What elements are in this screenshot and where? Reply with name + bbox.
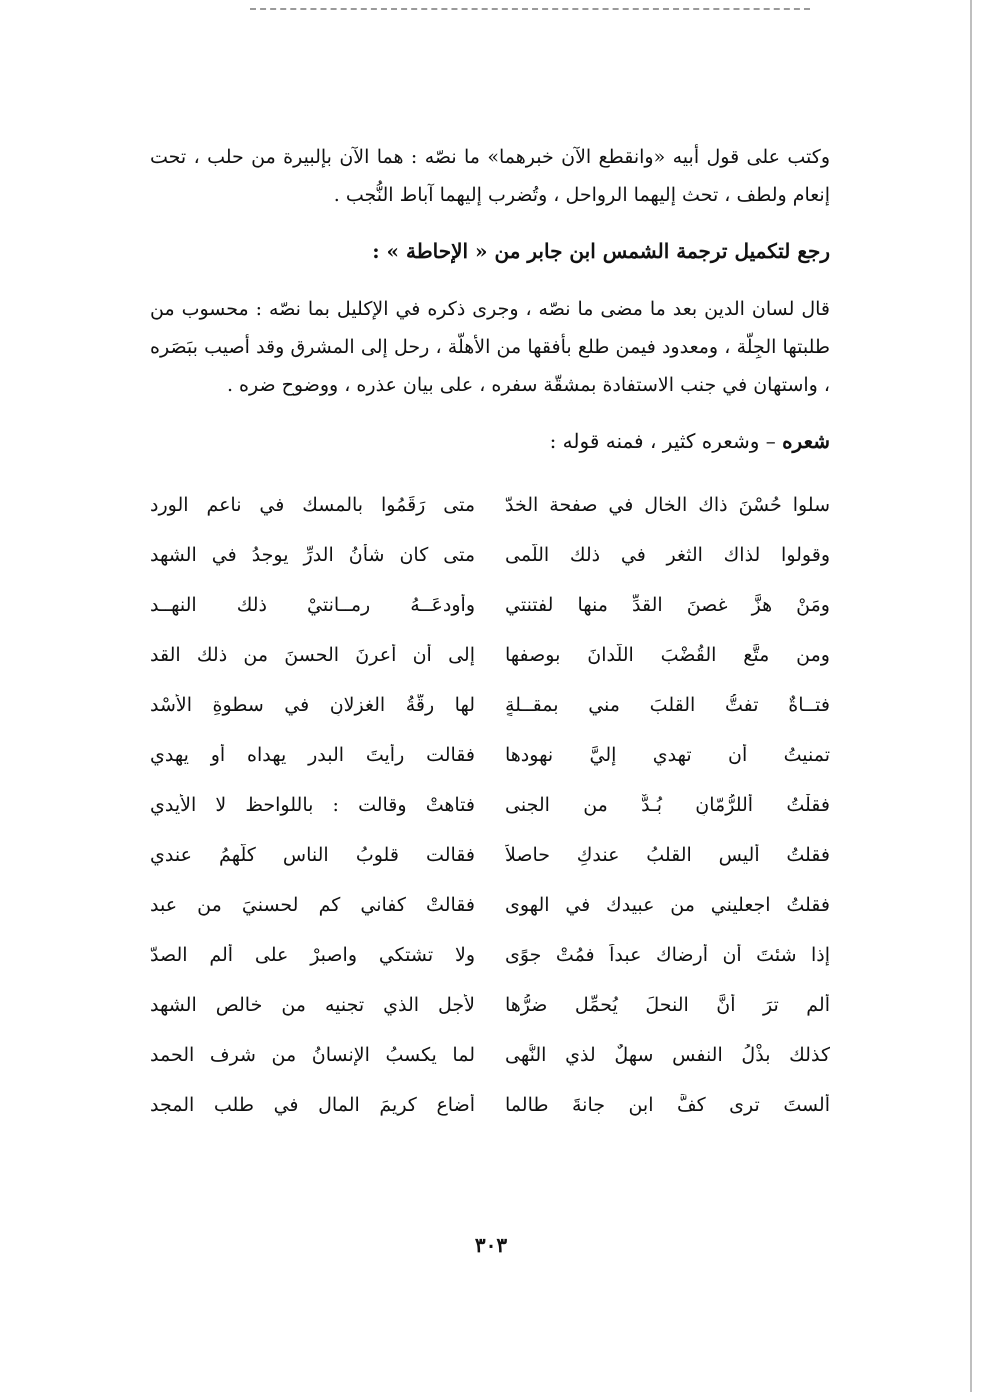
verse bbox=[150, 530, 830, 580]
verse bbox=[150, 580, 830, 630]
verse-first-hemistich: فقلتُ أليس القلبُ عندكِ حاصلاً bbox=[505, 844, 830, 866]
verse bbox=[150, 1030, 830, 1080]
verse-first-hemistich: كذلك بذْلُ النفس سهلٌ لذي النُّهى bbox=[505, 1044, 830, 1066]
verse-second-hemistich: لأجل الذي تجنيه من خالص الشهد bbox=[150, 994, 475, 1016]
note-paragraph: وكتب على قول أبيه «وانقطع الآن خبرهما» ما نصّه : هما الآن بإلبيرة من حلب ، تحت إنعام ولطف ، تحث إليهما الرواحل ، وتُضرب إليهما آباط النُّجب . bbox=[150, 146, 830, 206]
page-body bbox=[150, 138, 830, 1130]
verse-first-hemistich: تمنيتُ أن تهدي إليَّ نهودها bbox=[505, 744, 830, 766]
verse-second-hemistich: أضاع كريمَ المال في طلب المجد bbox=[150, 1094, 475, 1116]
verse-second-hemistich: فقالت قلوبُ الناسِ كلّهمُ عندي bbox=[150, 844, 475, 866]
verse-second-hemistich: فتاهتْ وقالت : باللواحظ لا الأيدي bbox=[150, 794, 475, 816]
poem bbox=[150, 480, 830, 1130]
poetry-heading bbox=[150, 422, 830, 460]
verse-first-hemistich: فتــاةٌ تفتُّ القلبَ مني بمقــلةٍ bbox=[505, 694, 830, 716]
verse-second-hemistich: ولا تشتكي واصبرْ على ألم الصدّ bbox=[150, 944, 475, 966]
verse-first-hemistich: فقلتُ اجعليني من عبيدك في الهوى bbox=[505, 894, 830, 916]
page-number: ٣٠٣ bbox=[474, 1233, 508, 1257]
verse bbox=[150, 980, 830, 1030]
verse-second-hemistich: فقالت رأيتَ البدر يهداه أو يهدي bbox=[150, 744, 475, 766]
verse bbox=[150, 680, 830, 730]
verse-first-hemistich: ومَنْ هزَّ غصنَ القدِّ منها لفتنتي bbox=[505, 594, 830, 616]
verse-first-hemistich: ومن متَّع القُضْبَ اللّدانَ بوصفها bbox=[505, 644, 830, 666]
verse-second-hemistich: لما يكسبُ الإنسانُ من شرف الحمد bbox=[150, 1044, 475, 1066]
verse bbox=[150, 480, 830, 530]
verse-first-hemistich: وقولوا لذاك الثغر في ذلك اللَّمى bbox=[505, 544, 830, 566]
verse bbox=[150, 880, 830, 930]
verse-second-hemistich: لها رقَّةُ الغزلانِ في سطوةِ الأسْد bbox=[150, 694, 475, 716]
section-heading: رجع لتكميل ترجمة الشمس ابن جابر من « الإحاطة » : bbox=[372, 239, 830, 263]
top-dashed-rule bbox=[250, 8, 810, 10]
poetry-heading-lead: شعره bbox=[782, 429, 830, 453]
verse-first-hemistich: ألستَ ترى كفَّ ابن جانةَ طالما bbox=[505, 1094, 830, 1116]
verse-second-hemistich: متى رَقَمُوا بالمسك في ناعم الورد bbox=[150, 494, 475, 516]
verse-first-hemistich: إذا شئتَ أن أرضاك عبداً فمُتْ جوًى bbox=[505, 944, 830, 966]
verse-second-hemistich: إلى أن أعرنَ الحسنَ من ذلك القد bbox=[150, 644, 475, 666]
poetry-heading-rest: – وشعره كثير ، فمنه قوله : bbox=[549, 429, 783, 453]
verse-first-hemistich: فقلْتُ أللرُّمّانِ بُـدٌّ من الجنى bbox=[505, 794, 830, 816]
verse bbox=[150, 1080, 830, 1130]
verse bbox=[150, 930, 830, 980]
verse bbox=[150, 730, 830, 780]
verse-first-hemistich: سلوا حُسْنَ ذاك الخال في صفحة الخدّ bbox=[505, 494, 830, 516]
verse bbox=[150, 630, 830, 680]
verse-second-hemistich: متى كان شأنُ الدرِّ يوجدُ في الشهد bbox=[150, 544, 475, 566]
verse-first-hemistich: ألم ترَ أنَّ النحلَ يُحمِّل ضرُّها bbox=[505, 994, 830, 1016]
page-edge-line bbox=[970, 0, 972, 1392]
quote-paragraph: قال لسان الدين بعد ما مضى ما نصّه ، وجرى ذكره في الإكليل بما نصّه : محسوب من طلبتها الجِلّة ، ومعدود فيمن طلع بأفقها من الأهلّة ، رحل إلى المشرق وقد أصيب ببَصَره ، واستهان في جنب الاستفادة بمشقّة سفره ، على بيان عذره ، ووضوح ضره . bbox=[150, 298, 830, 396]
verse bbox=[150, 830, 830, 880]
verse-second-hemistich: وأودعَــهُ رمــانتيْ ذلك النهــد bbox=[150, 594, 475, 616]
verse-second-hemistich: فقالتْ كفاني كم لحسنيَ من عبد bbox=[150, 894, 475, 916]
verse bbox=[150, 780, 830, 830]
